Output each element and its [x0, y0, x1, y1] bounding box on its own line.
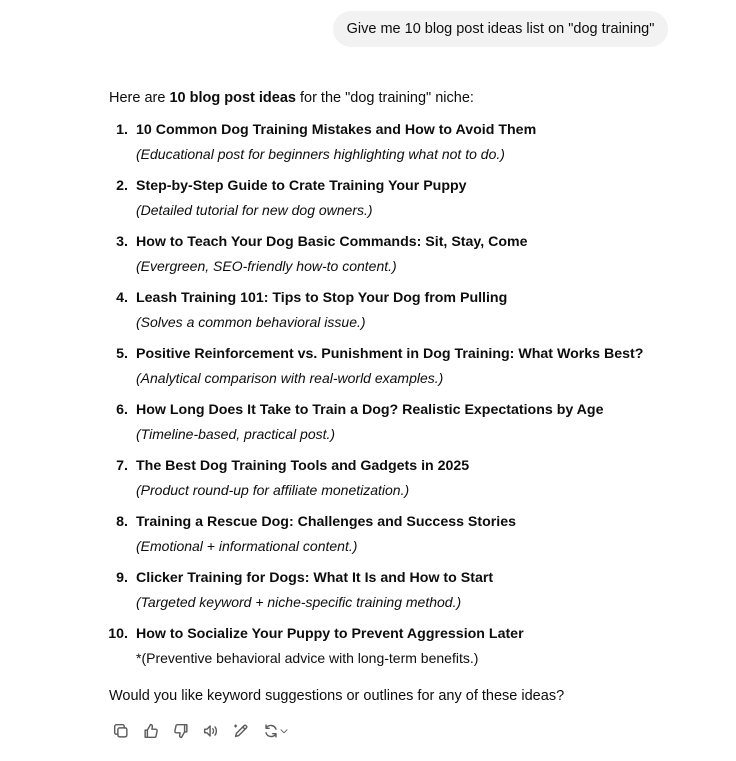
item-title: Training a Rescue Dog: Challenges and Success Stories	[136, 514, 517, 530]
item-title: Positive Reinforcement vs. Punishment in Dog Training: What Works Best?	[136, 346, 644, 362]
thumbs-down-button[interactable]	[166, 718, 196, 744]
list-item	[104, 344, 704, 400]
list-item	[104, 624, 704, 680]
intro-bold: 10 blog post ideas	[169, 90, 296, 106]
intro-prefix: Here are	[109, 90, 170, 106]
item-number: 9.	[116, 570, 128, 586]
list-item	[104, 288, 704, 344]
read-aloud-icon	[202, 722, 220, 740]
edit-button[interactable]	[226, 718, 256, 744]
item-number: 10.	[108, 626, 128, 642]
thumbs-up-button[interactable]	[136, 718, 166, 744]
edit-icon	[232, 722, 250, 740]
item-description: (Targeted keyword + niche-specific training method.)	[136, 594, 462, 610]
item-description: (Emotional + informational content.)	[136, 538, 358, 554]
item-description: *(Preventive behavioral advice with long-term benefits.)	[136, 650, 479, 666]
regenerate-button[interactable]	[256, 718, 296, 744]
intro-suffix: for the "dog training" niche:	[295, 90, 474, 106]
list-item	[104, 568, 704, 624]
read-aloud-button[interactable]	[196, 718, 226, 744]
item-title: Leash Training 101: Tips to Stop Your Dog from Pulling	[136, 290, 508, 306]
item-title: Clicker Training for Dogs: What It Is and How to Start	[136, 570, 494, 586]
item-number: 3.	[116, 234, 128, 250]
item-title: Step-by-Step Guide to Crate Training Your Puppy	[136, 178, 467, 194]
item-number: 8.	[116, 514, 128, 530]
item-description: (Evergreen, SEO-friendly how-to content.)	[136, 258, 397, 274]
list-item	[104, 232, 704, 288]
item-description: (Solves a common behavioral issue.)	[136, 314, 366, 330]
item-number: 2.	[116, 178, 128, 194]
item-number: 5.	[116, 346, 128, 362]
copy-button[interactable]	[106, 718, 136, 744]
item-number: 4.	[116, 290, 128, 306]
chevron-down-icon	[278, 725, 290, 737]
item-title: The Best Dog Training Tools and Gadgets in 2025	[136, 458, 470, 474]
item-description: (Timeline-based, practical post.)	[136, 426, 336, 442]
item-description: (Analytical comparison with real-world examples.)	[136, 370, 444, 386]
response-outro: Would you like keyword suggestions or outlines for any of these ideas?	[109, 688, 565, 704]
item-description: (Educational post for beginners highlighting what not to do.)	[136, 146, 505, 162]
message-actions-bar	[106, 718, 296, 744]
item-title: How to Teach Your Dog Basic Commands: Sit, Stay, Come	[136, 234, 528, 250]
list-item	[104, 120, 704, 176]
list-item	[104, 512, 704, 568]
copy-icon	[112, 722, 130, 740]
item-description: (Detailed tutorial for new dog owners.)	[136, 202, 373, 218]
list-item	[104, 176, 704, 232]
response-intro	[109, 88, 474, 108]
blog-ideas-list	[104, 120, 704, 680]
item-title: How to Socialize Your Puppy to Prevent Aggression Later	[136, 626, 524, 642]
list-item	[104, 400, 704, 456]
item-title: How Long Does It Take to Train a Dog? Realistic Expectations by Age	[136, 402, 604, 418]
thumbs-down-icon	[172, 722, 190, 740]
thumbs-up-icon	[142, 722, 160, 740]
item-number: 1.	[116, 122, 128, 138]
item-number: 6.	[116, 402, 128, 418]
item-description: (Product round-up for affiliate monetization.)	[136, 482, 410, 498]
user-message-bubble: Give me 10 blog post ideas list on "dog training"	[333, 11, 668, 47]
list-item	[104, 456, 704, 512]
item-number: 7.	[116, 458, 128, 474]
item-title: 10 Common Dog Training Mistakes and How to Avoid Them	[136, 122, 537, 138]
